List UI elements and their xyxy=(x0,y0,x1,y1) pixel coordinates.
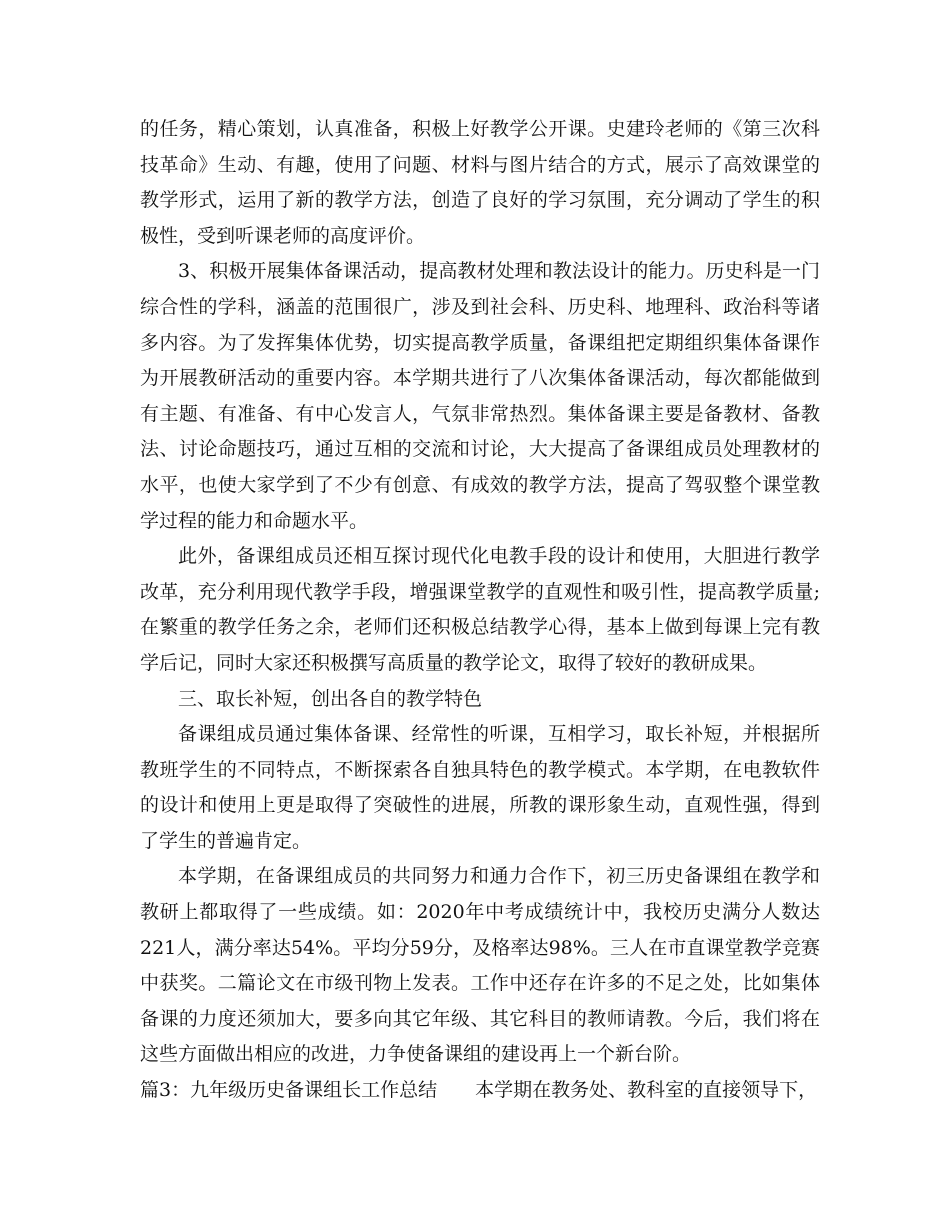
paragraph-collective-lesson-prep: 3、积极开展集体备课活动，提高教材处理和教法设计的能力。历史科是一门综合性的学科，涵盖的范围很广，涉及到社会科、历史科、地理科、政治科等诸多内容。为了发挥集体优势，切实提高教学质量，备课组把定期组织集体备课作为开展教研活动的重要内容。本学期共进行了八次集体备课活动，每次都能做到有主题、有准备、有中心发言人，气氛非常热烈。集体备课主要是备教材、备教法、讨论命题技巧，通过互相的交流和讨论，大大提高了备课组成员处理教材的水平，也使大家学到了不少有创意、有成效的教学方法，提高了驾驭整个课堂教学过程的能力和命题水平。 xyxy=(140,260,820,532)
paragraph-teaching-modes: 备课组成员通过集体备课、经常性的听课，互相学习，取长补短，并根据所教班学生的不同特点，不断探索各自独具特色的教学模式。本学期，在电教软件的设计和使用上更是取得了突破性的进展，所教的课形象生动，直观性强，得到了学生的普遍肯定。 xyxy=(140,723,820,852)
section-heading-teaching-features: 三、取长补短，创出各自的教学特色 xyxy=(178,687,483,710)
article-3-title: 篇3：九年级历史备课组长工作总结 xyxy=(140,1079,438,1102)
article-3-title-line xyxy=(140,1073,820,1109)
paragraph-multimedia-teaching: 此外，备课组成员还相互探讨现代化电教手段的设计和使用，大胆进行教学改革，充分利用现代教学手段，增强课堂教学的直观性和吸引性，提高教学质量;在繁重的教学任务之余，老师们还积极总结教学心得，基本上做到每课上完有教学后记，同时大家还积极撰写高质量的教学论文，取得了较好的教研成果。 xyxy=(140,545,820,674)
article-3-lead: 本学期在教务处、教科室的直接领导下， xyxy=(475,1079,818,1102)
document-body xyxy=(140,112,820,1109)
paragraph-achievements: 本学期，在备课组成员的共同努力和通力合作下，初三历史备课组在教学和教研上都取得了一些成绩。如：2020年中考成绩统计中，我校历史满分人数达221人，满分率达54%。平均分59分，及格率达98%。三人在市直课堂教学竞赛中获奖。二篇论文在市级刊物上发表。工作中还存在许多的不足之处，比如集体备课的力度还须加大，要多向其它年级、其它科目的教师请教。今后，我们将在这些方面做出相应的改进，力争使备课组的建设再上一个新台阶。 xyxy=(140,865,820,1066)
paragraph-continuation: 的任务，精心策划，认真准备，积极上好教学公开课。史建玲老师的《第三次科技革命》生动、有趣，使用了问题、材料与图片结合的方式，展示了高效课堂的教学形式，运用了新的教学方法，创造了良好的学习氛围，充分调动了学生的积极性，受到听课老师的高度评价。 xyxy=(140,118,820,247)
